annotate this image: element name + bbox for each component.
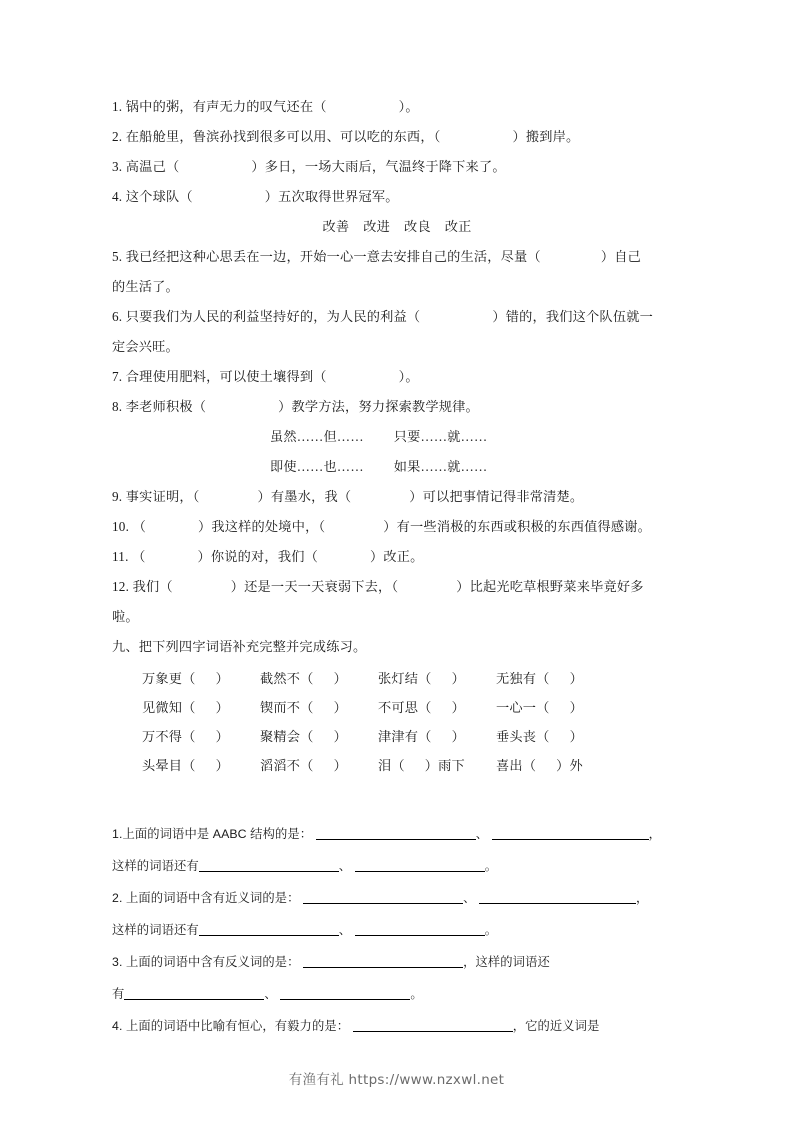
question-item — [112, 482, 682, 512]
idiom-cell[interactable] — [260, 664, 378, 693]
idiom-cell[interactable] — [142, 664, 260, 693]
question-item — [112, 152, 682, 182]
idiom-text: 喜出（ — [496, 758, 537, 773]
answer-rule[interactable] — [353, 1019, 513, 1032]
item-text-before: 合理使用肥料，可以使土壤得到（ — [125, 369, 327, 384]
conjunction-item: 即使……也…… — [270, 459, 364, 474]
practice-separator: 、 — [338, 923, 352, 937]
item-text-after: ）教学方法，努力探索教学规律。 — [278, 399, 479, 414]
idiom-text: 无独有（ — [496, 671, 550, 686]
idiom-cell[interactable] — [378, 664, 496, 693]
practice-question-continuation — [112, 978, 682, 1010]
practice-question — [112, 1010, 682, 1042]
item-text-before: 高温己（ — [125, 159, 180, 174]
idiom-text: 滔滔不（ — [260, 758, 314, 773]
idiom-cell[interactable] — [496, 751, 614, 780]
practice-separator: 、 — [475, 827, 489, 841]
idiom-close: ） — [215, 758, 229, 773]
practice-separator: 、 — [338, 859, 352, 873]
word-bank-item: 改正 — [444, 219, 472, 234]
practice-end: ， — [636, 891, 649, 905]
section-nine-heading: 九、把下列四字词语补充完整并完成练习。 — [112, 639, 367, 654]
item-text-a: 我们（ — [132, 579, 173, 594]
item-text-b: ）我这样的处境中，（ — [197, 519, 326, 534]
item-number: 8. — [112, 399, 123, 414]
answer-rule[interactable] — [355, 859, 485, 872]
question-item — [112, 392, 682, 422]
practice-separator: 、 — [264, 987, 277, 1001]
item-text-before: 在船舱里，鲁滨孙找到很多可以用、可以吃的东西，（ — [125, 129, 441, 144]
item-number: 4. — [112, 189, 123, 204]
worksheet-body — [112, 92, 682, 780]
practice-end: 。 — [484, 923, 498, 937]
idiom-text: 聚精会（ — [260, 729, 314, 744]
item-number: 1. — [112, 99, 123, 114]
word-bank-item: 改进 — [363, 219, 390, 234]
question-item — [112, 572, 682, 602]
practice-prompt: 上面的词语中比喻有恒心，有毅力的是： — [126, 1019, 350, 1033]
item-text-c: ）比起光吃草根野菜来毕竟好多 — [456, 579, 644, 594]
idiom-text: 见微知（ — [142, 700, 196, 715]
practice-prompt: 上面的词语中含有反义词的是： — [126, 955, 300, 969]
answer-rule[interactable] — [303, 955, 463, 968]
conjunction-item: 虽然……但…… — [270, 429, 364, 444]
idiom-row — [142, 722, 682, 751]
idiom-close: ） — [569, 700, 583, 715]
question-item — [112, 182, 682, 212]
question-item — [112, 542, 682, 572]
idiom-cell[interactable] — [142, 751, 260, 780]
idiom-close: ） — [333, 758, 347, 773]
idiom-close: ） — [333, 700, 347, 715]
item-text-after: ）错的，我们这个队伍就一 — [492, 309, 653, 324]
idiom-row — [142, 751, 682, 780]
item-text-after: ）搬到岸。 — [512, 129, 580, 144]
practice-question — [112, 818, 682, 850]
idiom-cell[interactable] — [378, 751, 496, 780]
question-item — [112, 122, 682, 152]
item-number: 7. — [112, 369, 123, 384]
practice-end: ，它的近义词是 — [512, 1019, 600, 1033]
answer-rule[interactable] — [479, 891, 636, 904]
practice-end: 。 — [484, 859, 498, 873]
answer-rule[interactable] — [316, 827, 476, 840]
practice-questions — [112, 818, 682, 1042]
idiom-cell[interactable] — [260, 693, 378, 722]
item-number: 3. — [112, 159, 123, 174]
idiom-close: ）雨下 — [424, 758, 465, 773]
practice-number: 2. — [112, 891, 123, 905]
idiom-cell[interactable] — [378, 693, 496, 722]
idiom-close: ） — [451, 671, 465, 686]
item-text-c: ）有一些消极的东西或积极的东西值得感谢。 — [383, 519, 652, 534]
idiom-row — [142, 693, 682, 722]
item-text-b: ）有墨水，我（ — [257, 489, 352, 504]
question-item-continuation: 定会兴旺。 — [112, 339, 179, 354]
item-number: 11. — [112, 549, 129, 564]
item-text-before: 锅中的粥，有声无力的叹气还在（ — [125, 99, 327, 114]
item-text-a: （ — [132, 549, 146, 564]
idiom-text: 不可思（ — [378, 700, 432, 715]
idiom-text: 津津有（ — [378, 729, 432, 744]
idiom-text: 万象更（ — [142, 671, 196, 686]
idiom-close: ） — [215, 671, 229, 686]
item-number: 2. — [112, 129, 123, 144]
idiom-text: 锲而不（ — [260, 700, 314, 715]
idiom-close: ） — [569, 729, 583, 744]
answer-rule[interactable] — [355, 923, 485, 936]
idiom-cell[interactable] — [260, 751, 378, 780]
idiom-cell[interactable] — [496, 722, 614, 751]
question-item-continuation: 的生活了。 — [112, 279, 179, 294]
idiom-text: 垂头丧（ — [496, 729, 550, 744]
item-text-c: ）改正。 — [370, 549, 424, 564]
answer-rule[interactable] — [303, 891, 463, 904]
idiom-cell[interactable] — [496, 664, 614, 693]
idiom-close: ） — [333, 671, 347, 686]
practice-question-continuation — [112, 850, 682, 882]
item-text-before: 李老师积极（ — [125, 399, 207, 414]
item-text-b: ）还是一天一天衰弱下去，（ — [230, 579, 399, 594]
practice-prompt-2: 这样的词语还有 — [112, 859, 199, 873]
idiom-cell[interactable] — [142, 722, 260, 751]
item-text-before: 这个球队（ — [125, 189, 193, 204]
idiom-text: 泪（ — [378, 758, 405, 773]
practice-end: ， — [648, 827, 662, 841]
item-number: 10. — [112, 519, 130, 534]
item-text-before: 只要我们为人民的利益坚持好的，为人民的利益（ — [125, 309, 421, 324]
idiom-grid — [112, 664, 682, 780]
item-text-b: ）你说的对，我们（ — [197, 549, 318, 564]
idiom-cell[interactable] — [142, 693, 260, 722]
conjunction-bank-row — [112, 422, 682, 452]
practice-question — [112, 882, 682, 914]
idiom-close: ） — [451, 700, 465, 715]
footer-watermark: 有渔有礼 https://www.nzxwl.net — [288, 1072, 505, 1088]
item-text-c: ）可以把事情记得非常清楚。 — [409, 489, 584, 504]
item-number: 6. — [112, 309, 123, 324]
idiom-text: 一心一（ — [496, 700, 550, 715]
question-item-continuation: 啦。 — [112, 609, 139, 624]
item-number: 5. — [112, 249, 123, 264]
item-text-after: ）五次取得世界冠军。 — [264, 189, 399, 204]
answer-rule[interactable] — [199, 923, 339, 936]
item-text-a: （ — [132, 519, 146, 534]
answer-rule[interactable] — [124, 987, 264, 1000]
practice-prompt: 上面的词语中是 AABC 结构的是： — [122, 827, 313, 841]
answer-rule[interactable] — [280, 987, 410, 1000]
idiom-close: ） — [333, 729, 347, 744]
practice-end: ，这样的词语还 — [463, 955, 550, 969]
conjunction-item: 如果……就…… — [393, 459, 488, 474]
item-text-a: 事实证明，（ — [125, 489, 200, 504]
idiom-cell[interactable] — [260, 722, 378, 751]
question-item — [112, 512, 682, 542]
answer-rule[interactable] — [199, 859, 339, 872]
item-text-before: 我已经把这种心思丢在一边，开始一心一意去安排自己的生活，尽量（ — [125, 249, 541, 264]
item-text-after: ）自己 — [600, 249, 641, 264]
question-item — [112, 302, 682, 332]
idiom-text: 万不得（ — [142, 729, 196, 744]
idiom-text: 截然不（ — [260, 671, 314, 686]
idiom-close: ） — [215, 700, 229, 715]
idiom-close: ） — [451, 729, 465, 744]
idiom-cell[interactable] — [496, 693, 614, 722]
practice-question-continuation — [112, 914, 682, 946]
practice-number: 3. — [112, 955, 123, 969]
idiom-cell[interactable] — [378, 722, 496, 751]
conjunction-bank-row — [112, 452, 682, 482]
question-item — [112, 242, 682, 272]
practice-prompt-2: 这样的词语还有 — [112, 923, 199, 937]
practice-end: 。 — [410, 987, 423, 1001]
item-text-after: ）多日，一场大雨后，气温终于降下来了。 — [251, 159, 506, 174]
idiom-close: ） — [569, 671, 583, 686]
question-item — [112, 362, 682, 392]
word-bank-item: 改良 — [404, 219, 431, 234]
answer-rule[interactable] — [492, 827, 649, 840]
practice-number: 1. — [112, 827, 123, 841]
practice-separator: 、 — [463, 891, 476, 905]
practice-number: 4. — [112, 1019, 123, 1033]
question-item — [112, 92, 682, 122]
conjunction-item: 只要……就…… — [393, 429, 488, 444]
practice-prompt: 上面的词语中含有近义词的是： — [126, 891, 300, 905]
practice-question — [112, 946, 682, 978]
idiom-text: 头晕目（ — [142, 758, 196, 773]
item-number: 9. — [112, 489, 123, 504]
item-text-after: ）。 — [398, 369, 419, 384]
idiom-close: ） — [215, 729, 229, 744]
item-text-after: ）。 — [398, 99, 419, 114]
word-bank-verbs — [112, 212, 682, 242]
idiom-text: 张灯结（ — [378, 671, 432, 686]
idiom-row — [142, 664, 682, 693]
item-number: 12. — [112, 579, 130, 594]
idiom-close: ）外 — [556, 758, 583, 773]
word-bank-item: 改善 — [322, 219, 350, 234]
practice-prompt-2: 有 — [112, 987, 125, 1001]
